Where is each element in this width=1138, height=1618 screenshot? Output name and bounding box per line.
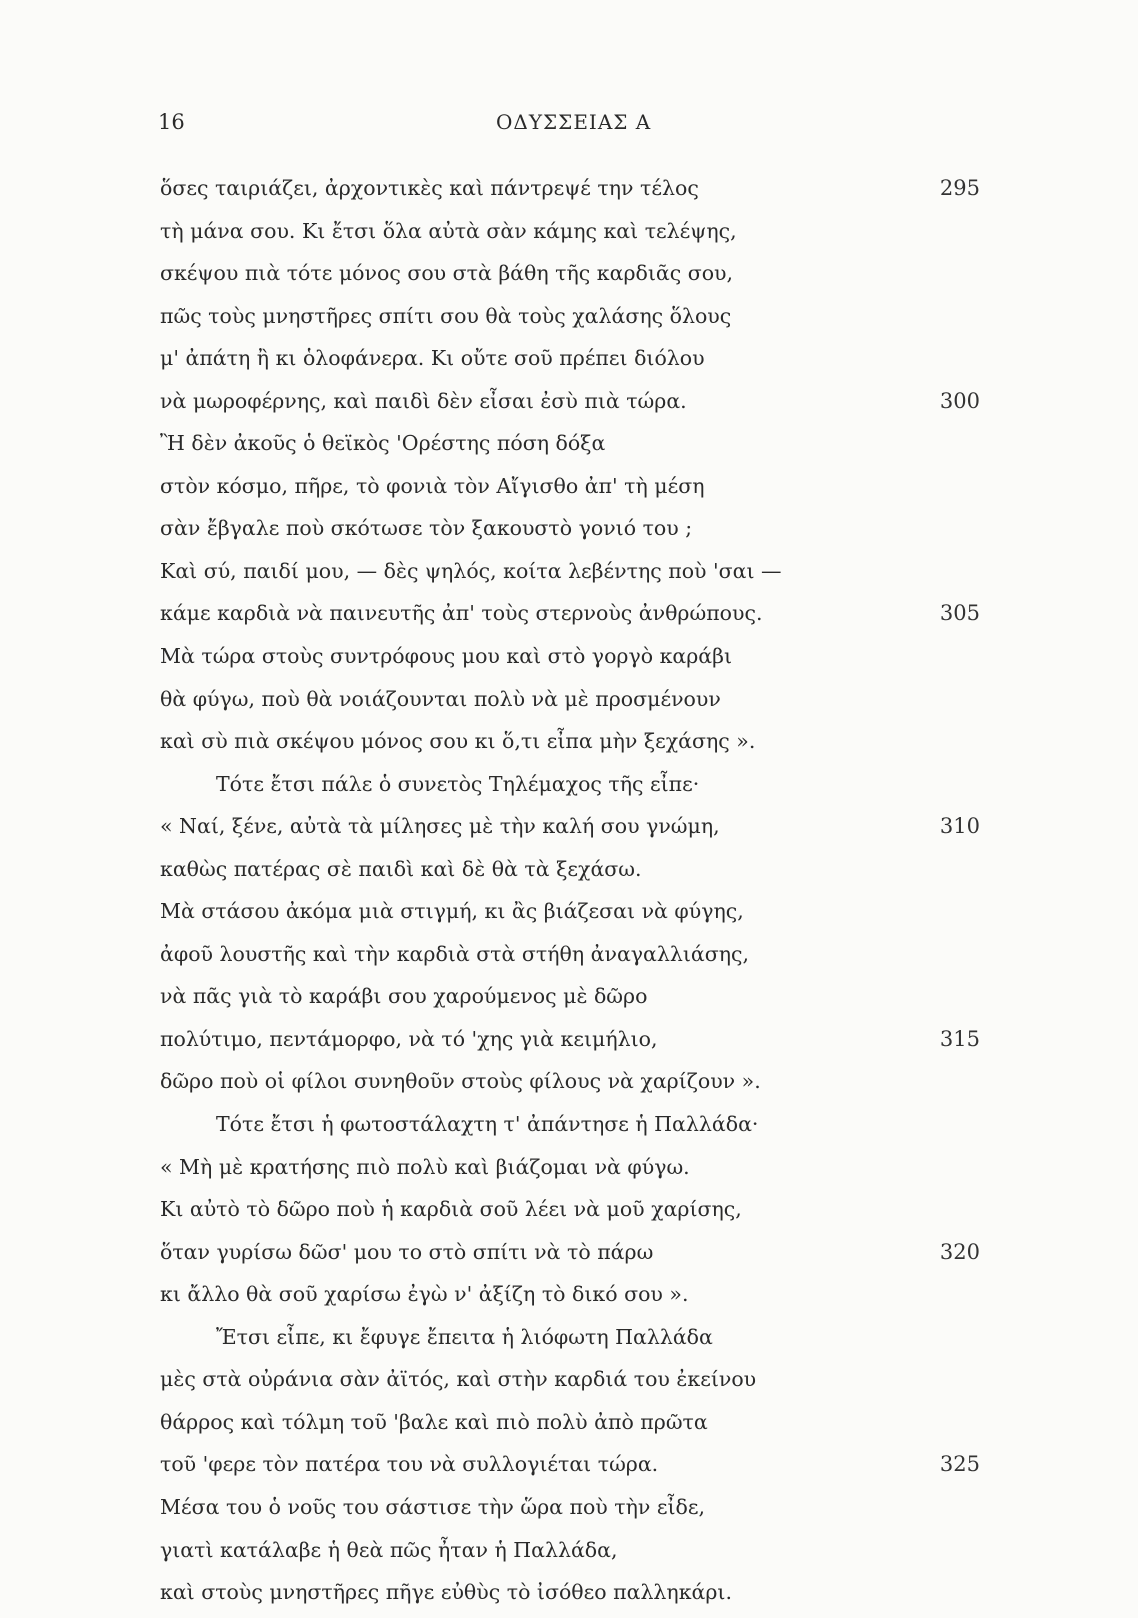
verse-text: στὸν κόσμο, πῆρε, τὸ φονιὰ τὸν Αἴγισθο ἀπ' τὴ μέση bbox=[160, 473, 705, 498]
running-head: ΟΔΥΣΣΕΙΑΣ Α bbox=[496, 110, 652, 134]
verse-text: κι ἄλλο θὰ σοῦ χαρίσω ἐγὼ ν' ἀξίζη τὸ δικό σου ». bbox=[160, 1282, 689, 1307]
verse-text: ὅσες ταιριάζει, ἀρχοντικὲς καὶ πάντρεψέ την τέλος bbox=[160, 176, 699, 200]
line-number: 295 bbox=[939, 176, 980, 200]
verse-text: Τότε ἔτσι ἡ φωτοστάλαχτη τ' ἀπάντησε ἡ Παλλάδα· bbox=[216, 1112, 759, 1137]
verse-line bbox=[160, 724, 980, 767]
verse-line bbox=[160, 426, 980, 469]
line-number: 325 bbox=[939, 1452, 980, 1477]
verse-line bbox=[160, 1192, 980, 1235]
verse-line bbox=[160, 639, 980, 682]
page-number: 16 bbox=[158, 110, 185, 134]
verse-text: Καὶ σύ, παιδί μου, — δὲς ψηλός, κοίτα λεβέντης ποὺ 'σαι — bbox=[160, 558, 782, 583]
verse-line bbox=[160, 852, 980, 895]
verse-line bbox=[160, 256, 980, 299]
verse-text: δῶρο ποὺ οἱ φίλοι συνηθοῦν στοὺς φίλους νὰ χαρίζουν ». bbox=[160, 1069, 761, 1094]
verse-text: Ἔτσι εἶπε, κι ἔφυγε ἔπειτα ἡ λιόφωτη Παλλάδα bbox=[216, 1324, 713, 1349]
verse-text: νὰ πᾶς γιὰ τὸ καράβι σου χαρούμενος μὲ δῶρο bbox=[160, 984, 648, 1009]
verse-text: καθὼς πατέρας σὲ παιδὶ καὶ δὲ θὰ τὰ ξεχάσω. bbox=[160, 856, 642, 881]
verse-line bbox=[160, 384, 980, 427]
verse-text: πῶς τοὺς μνηστῆρες σπίτι σου θὰ τοὺς χαλάσης ὅλους bbox=[160, 303, 732, 328]
verse-line bbox=[160, 554, 980, 597]
verse-text: σκέψου πιὰ τότε μόνος σου στὰ βάθη τῆς καρδιᾶς σου, bbox=[160, 261, 734, 286]
verse-line bbox=[160, 1150, 980, 1193]
verse-text: νὰ μωροφέρνης, καὶ παιδὶ δὲν εἶσαι ἐσὺ πιὰ τώρα. bbox=[160, 388, 687, 413]
verse-text: « Μὴ μὲ κρατήσης πιὸ πολὺ καὶ βιάζομαι νὰ φύγω. bbox=[160, 1154, 690, 1179]
verse-line bbox=[160, 682, 980, 725]
verse-text: θάρρος καὶ τόλμη τοῦ 'βαλε καὶ πιὸ πολὺ ἀπὸ πρῶτα bbox=[160, 1409, 708, 1434]
verse-line bbox=[160, 767, 980, 810]
verse-line bbox=[160, 937, 980, 980]
verse-line bbox=[160, 214, 980, 257]
verse-text: καὶ στοὺς μνηστῆρες πῆγε εὐθὺς τὸ ἰσόθεο παλληκάρι. bbox=[160, 1580, 732, 1605]
verse-line bbox=[160, 341, 980, 384]
verse-line bbox=[160, 171, 980, 214]
verse-line bbox=[160, 1447, 980, 1490]
verse-line bbox=[160, 596, 980, 639]
verse-line bbox=[160, 469, 980, 512]
verse-line bbox=[160, 1064, 980, 1107]
line-number: 320 bbox=[939, 1239, 980, 1264]
verse-line bbox=[160, 299, 980, 342]
line-number: 300 bbox=[939, 388, 980, 413]
verse-text: κάμε καρδιὰ νὰ παινευτῆς ἀπ' τοὺς στερνοὺς ἀνθρώπους. bbox=[160, 601, 763, 626]
verse-text: ὅταν γυρίσω δῶσ' μου το στὸ σπίτι νὰ τὸ πάρω bbox=[160, 1239, 654, 1264]
verse-line bbox=[160, 809, 980, 852]
verse-text: θὰ φύγω, ποὺ θὰ νοιάζουνται πολὺ νὰ μὲ προσμένουν bbox=[160, 686, 721, 711]
verse-line bbox=[160, 1490, 980, 1533]
verse-line bbox=[160, 1575, 980, 1618]
verse-text: τοῦ 'φερε τὸν πατέρα του νὰ συλλογιέται τώρα. bbox=[160, 1452, 659, 1477]
verse-text: καὶ σὺ πιὰ σκέψου μόνος σου κι ὅ,τι εἶπα μὴν ξεχάσης ». bbox=[160, 729, 756, 754]
verse-text: Μὰ στάσου ἀκόμα μιὰ στιγμή, κι ἂς βιάζεσαι νὰ φύγης, bbox=[160, 899, 744, 924]
verse-text: ἀφοῦ λουστῆς καὶ τὴν καρδιὰ στὰ στήθη ἀναγαλλιάσης, bbox=[160, 941, 750, 966]
verse-text: Μέσα του ὁ νοῦς του σάστισε τὴν ὥρα ποὺ τὴν εἶδε, bbox=[160, 1494, 706, 1519]
verse-text: πολύτιμο, πεντάμορφο, νὰ τό 'χης γιὰ κειμήλιο, bbox=[160, 1026, 658, 1051]
verse-line bbox=[160, 1277, 980, 1320]
verse-line bbox=[160, 1320, 980, 1363]
verse-line bbox=[160, 1235, 980, 1278]
verse-line bbox=[160, 1405, 980, 1448]
verse-text: Ἢ δὲν ἀκοῦς ὁ θεϊκὸς 'Ορέστης πόση δόξα bbox=[160, 431, 606, 456]
verse-line bbox=[160, 1107, 980, 1150]
verse-line bbox=[160, 1022, 980, 1065]
verse-text: Κι αὐτὸ τὸ δῶρο ποὺ ἡ καρδιὰ σοῦ λέει νὰ μοῦ χαρίσης, bbox=[160, 1197, 742, 1222]
verse-text: μ' ἀπάτη ἢ κι ὁλοφάνερα. Κι οὔτε σοῦ πρέπει διόλου bbox=[160, 346, 705, 371]
verse-line bbox=[160, 511, 980, 554]
verse-block bbox=[160, 171, 980, 1618]
verse-line bbox=[160, 979, 980, 1022]
verse-text: Μὰ τώρα στοὺς συντρόφους μου καὶ στὸ γοργὸ καράβι bbox=[160, 644, 733, 669]
line-number: 310 bbox=[939, 814, 980, 839]
verse-line bbox=[160, 1533, 980, 1576]
verse-text: τὴ μάνα σου. Κι ἔτσι ὅλα αὐτὰ σὰν κάμης καὶ τελέψης, bbox=[160, 218, 737, 243]
running-header bbox=[0, 110, 1138, 140]
verse-text: Τότε ἔτσι πάλε ὁ συνετὸς Τηλέμαχος τῆς εἶπε· bbox=[216, 771, 700, 796]
verse-text: μὲς στὰ οὐράνια σὰν ἀϊτός, καὶ στὴν καρδιά του ἐκείνου bbox=[160, 1367, 757, 1392]
verse-text: γιατὶ κατάλαβε ἡ θεὰ πῶς ἦταν ἡ Παλλάδα, bbox=[160, 1537, 618, 1562]
verse-line bbox=[160, 894, 980, 937]
verse-line bbox=[160, 1362, 980, 1405]
line-number: 305 bbox=[939, 601, 980, 626]
line-number: 315 bbox=[939, 1026, 980, 1051]
verse-text: « Ναί, ξένε, αὐτὰ τὰ μίλησες μὲ τὴν καλή σου γνώμη, bbox=[160, 814, 720, 839]
verse-text: σὰν ἔβγαλε ποὺ σκότωσε τὸν ξακουστὸ γονιό του ; bbox=[160, 516, 693, 541]
